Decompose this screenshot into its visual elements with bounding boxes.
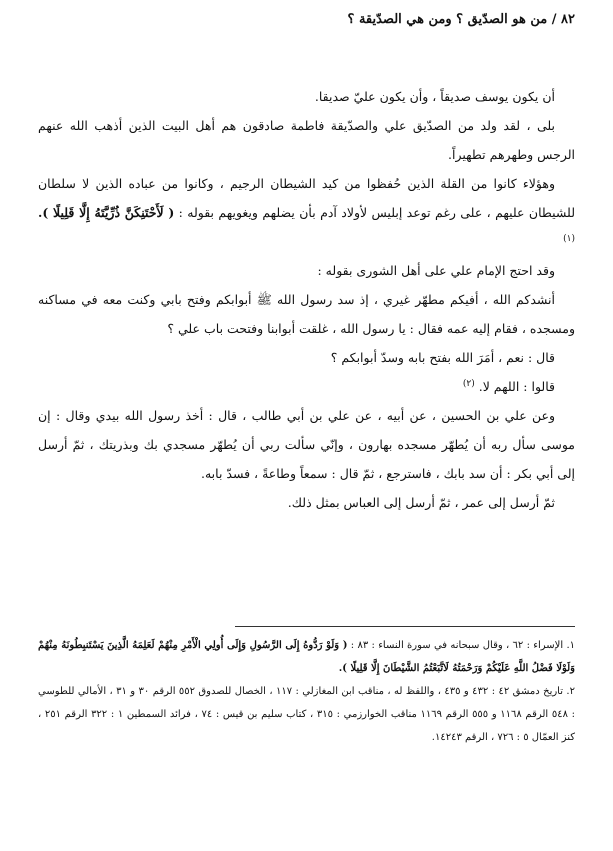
- footnote-ref-1[interactable]: (١): [563, 233, 575, 244]
- paragraph-4: وقد احتج الإمام علي على أهل الشورى بقوله :: [317, 263, 555, 278]
- running-header: ٨٢ / من هو الصدّيق ؟ ومن هي الصدّيقة ؟: [347, 12, 575, 27]
- paragraph-8: وعن علي بن الحسين ، عن أبيه ، عن علي بن أبي طالب ، قال : أخذ رسول الله بيدي وقال : إن موسى سأل ربه أن يُطهّر مسجده بهارون ، وإنّي سألت ربي أن يُطهّر مسجدي بك وبذريتك ، ثمّ أرسل إلى أبي بكر : أن سد بابك ، فاسترجع ، ثمّ قال : سمعاً وطاعةً ، فسدّ بابه.: [38, 408, 575, 481]
- footnote-ref-2[interactable]: (٢): [462, 378, 475, 389]
- paragraph-3: [38, 169, 575, 256]
- quran-verse: ( لَأَحْتَنِكَنَّ ذُرِّيَّتَهُ إِلَّا قَلِيلًا ).: [38, 205, 175, 220]
- footnote-divider: [235, 626, 575, 627]
- paragraph-2: بلى ، لقد ولد من الصدّيق علي والصدّيقة فاطمة صادقون هم أهل البيت الذين أذهب الله عنهم الرجس وطهرهم تطهيراً.: [38, 118, 575, 162]
- main-text: [38, 82, 575, 517]
- paragraph-3-text: وهؤلاء كانوا من القلة الذين حُفظوا من كيد الشيطان الرجيم ، وكانوا من عباده الذين لا سلطان للشيطان عليهم ، على رغم توعد إبليس لأولاد آدم بأن يضلهم ويغويهم بقوله :: [38, 176, 576, 220]
- paragraph-1: أن يكون يوسف صديقاً ، وأن يكون عليّ صديقا.: [314, 89, 555, 104]
- footnote-1: [38, 634, 575, 680]
- paragraph-9: ثمّ أرسل إلى عمر ، ثمّ أرسل إلى العباس بمثل ذلك.: [287, 495, 555, 510]
- paragraph-7-text: قالوا : اللهم لا.: [478, 379, 555, 394]
- paragraph-5: أنشدكم الله ، أفيكم مطهّر غيري ، إذ سد رسول الله ﷺ أبوابكم وفتح بابي وكنت معه في مساكنه ومسجده ، فقام إليه عمه فقال : يا رسول الله ، غلقت أبوابنا وفتحت باب علي ؟: [38, 292, 575, 336]
- footnote-1-text: ١. الإسراء : ٦٢ ، وقال سبحانه في سورة النساء : ٨٣ :: [350, 640, 575, 651]
- footnote-1-verse: ( وَلَوْ رَدُّوهُ إِلَى الرَّسُولِ وَإِلَى أُولِي الْأَمْرِ مِنْهُمْ لَعَلِمَهُ الَّذِينَ يَسْتَنبِطُونَهُ مِنْهُمْ وَلَوْلَا فَضْلُ اللَّهِ عَلَيْكُمْ وَرَحْمَتُهُ لَاتَّبَعْتُمُ الشَّيْطَانَ إِلَّا قَلِيلًا ).: [38, 640, 575, 674]
- footnotes: [38, 634, 575, 749]
- paragraph-6: قال : نعم ، أمَرَ الله بفتح بابه وسدّ أبوابكم ؟: [330, 350, 555, 365]
- footnote-2: ٢. تاريخ دمشق ٤٢ : ٤٣٢ و ٤٣٥ ، واللفظ له ، مناقب ابن المغازلي : ١١٧ ، الخصال للصدوق ٥٥٢ الرقم ٣٠ و ٣١ ، الأمالي للطوسي : ٥٤٨ الرقم ١١٦٨ و ٥٥٥ الرقم ١١٦٩ مناقب الخوارزمي : ٣١٥ ، كتاب سليم بن قيس : ٧٤ ، فرائد السمطين ١ : ٣٢٢ الرقم ٢٥١ ، كنز العمّال ٥ : ٧٢٦ ، الرقم ١٤٢٤٣.: [38, 686, 575, 743]
- paragraph-7: [38, 372, 575, 401]
